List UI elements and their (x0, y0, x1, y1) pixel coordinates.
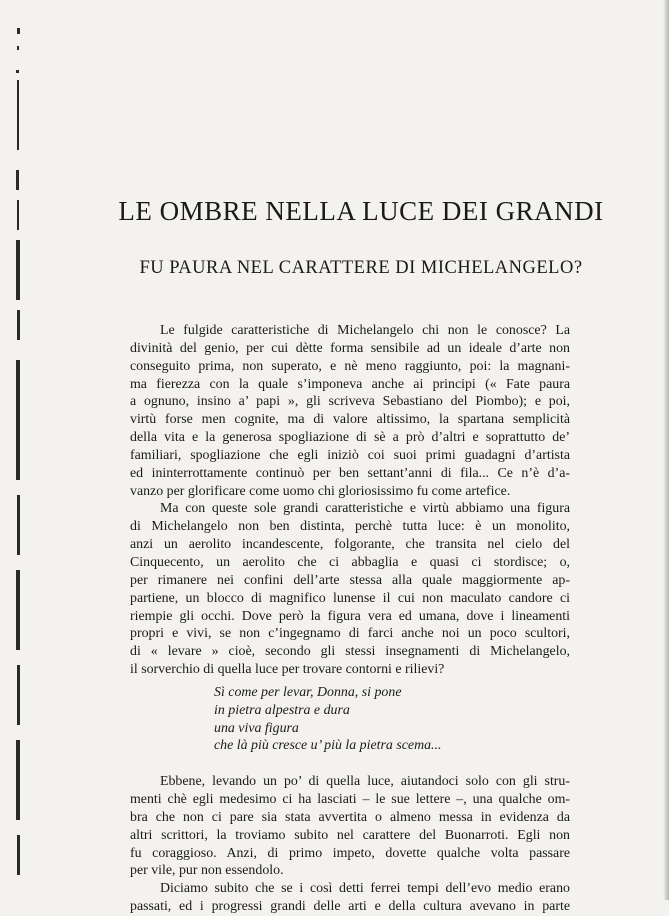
text-line: altri scrittori, la troviamo subito nel carattere del Buonarroti. Egli non (130, 827, 570, 843)
verse-line: che là più cresce u’ più la pietra scema... (214, 738, 442, 754)
paragraph (130, 500, 570, 678)
binding-stitch-marks (0, 0, 40, 900)
text-line: Ebbene, levando un po’ di quella luce, aiutandoci solo con gli stru- (160, 774, 570, 790)
article-subtitle: FU PAURA NEL CARATTERE DI MICHELANGELO? (139, 258, 583, 278)
article-body (130, 322, 570, 916)
text-line: il sorverchio di quella luce per trovare contorni e rilievi? (130, 662, 445, 678)
text-line: anzi un aerolito incandescente, folgorante, che transita nel cielo del (130, 537, 570, 553)
text-line: Le fulgide caratteristiche di Michelangelo chi non le conosce? La (160, 323, 570, 338)
text-line: riempie gli occhi. Dove però la figura vera ed umana, dove i lineamenti (130, 608, 570, 624)
text-line: della vita e la generosa spogliazione di sè a prò d’altri e soprattutto de’ (130, 430, 570, 446)
article-title: LE OMBRE NELLA LUCE DEI GRANDI (118, 196, 604, 226)
text-line: menti chè egli medesimo ci ha lasciati – le sue lettere –, una qualche om- (130, 792, 570, 808)
text-line: familiari, spogliazione che egli iniziò coi suoi primi guadagni d’artista (130, 447, 570, 463)
paragraph (130, 773, 570, 880)
paragraph (130, 322, 570, 500)
text-line: ma fierezza con la quale s’imponeva anche ai principi (« Fate paura (130, 376, 570, 392)
text-line: divinità del genio, per cui dètte forma sensibile ad un ideale d’arte non (130, 340, 570, 356)
text-line: Diciamo subito che se i così detti ferrei tempi dell’evo medio erano (160, 881, 570, 897)
page-edge-shadow (663, 0, 669, 900)
text-line: di « levare » cioè, secondo gli stessi insegnamenti di Michelangelo, (130, 644, 570, 660)
text-line: Cinquecento, un aerolito che ci abbaglia e quasi ci stordisce; o, (130, 554, 570, 570)
verse-line: in pietra alpestra e dura (214, 702, 350, 718)
text-line: ed ininterrottamente continuò per ben settant’anni di fila... Ce n’è d’a- (130, 465, 570, 481)
text-line: conseguito prima, non superato, e nè meno raggiunto, poi: la magnani- (130, 358, 570, 374)
paragraph (130, 880, 570, 916)
text-line: Ma con queste sole grandi caratteristiche e virtù abbiamo una figura (160, 501, 570, 517)
text-line: fu coraggioso. Anzi, di primo impeto, dovette qualche volta passare (130, 845, 570, 861)
text-line: per vile, pur non essendolo. (130, 863, 284, 879)
text-line: di Michelangelo non ben distinta, perchè tutta luce: è un monolito, (130, 519, 570, 535)
text-line: per rimanere nei confini dell’arte stessa alla quale maggiormente ap- (130, 572, 570, 588)
binding-edge (0, 0, 40, 900)
text-line: propri e vivi, se non c’ingegnamo di farci anche noi un poco scultori, (130, 626, 570, 642)
verse-line: Sì come per levar, Donna, si pone (214, 684, 402, 700)
text-line: vanzo per glorificare come uomo chi gloriosissimo fu come artefice. (130, 483, 511, 499)
text-line: passati, ed i progressi grandi delle arti e della cultura avevano in parte (130, 899, 570, 915)
text-line: virtù forse men cognite, ma di valore altissimo, la spartana semplicità (130, 412, 570, 428)
verse-line: una viva figura (214, 720, 299, 736)
verse-quote (130, 684, 570, 755)
text-line: partiene, un blocco di magnifico lunense il cui non maculato candore ci (130, 590, 570, 606)
text-line: bra che non ci pare sia stata avvertita o almeno messa in evidenza da (130, 809, 570, 825)
text-line: a ognuno, insino a’ papi », gli scriveva Sebastiano del Piombo); e poi, (130, 394, 570, 410)
